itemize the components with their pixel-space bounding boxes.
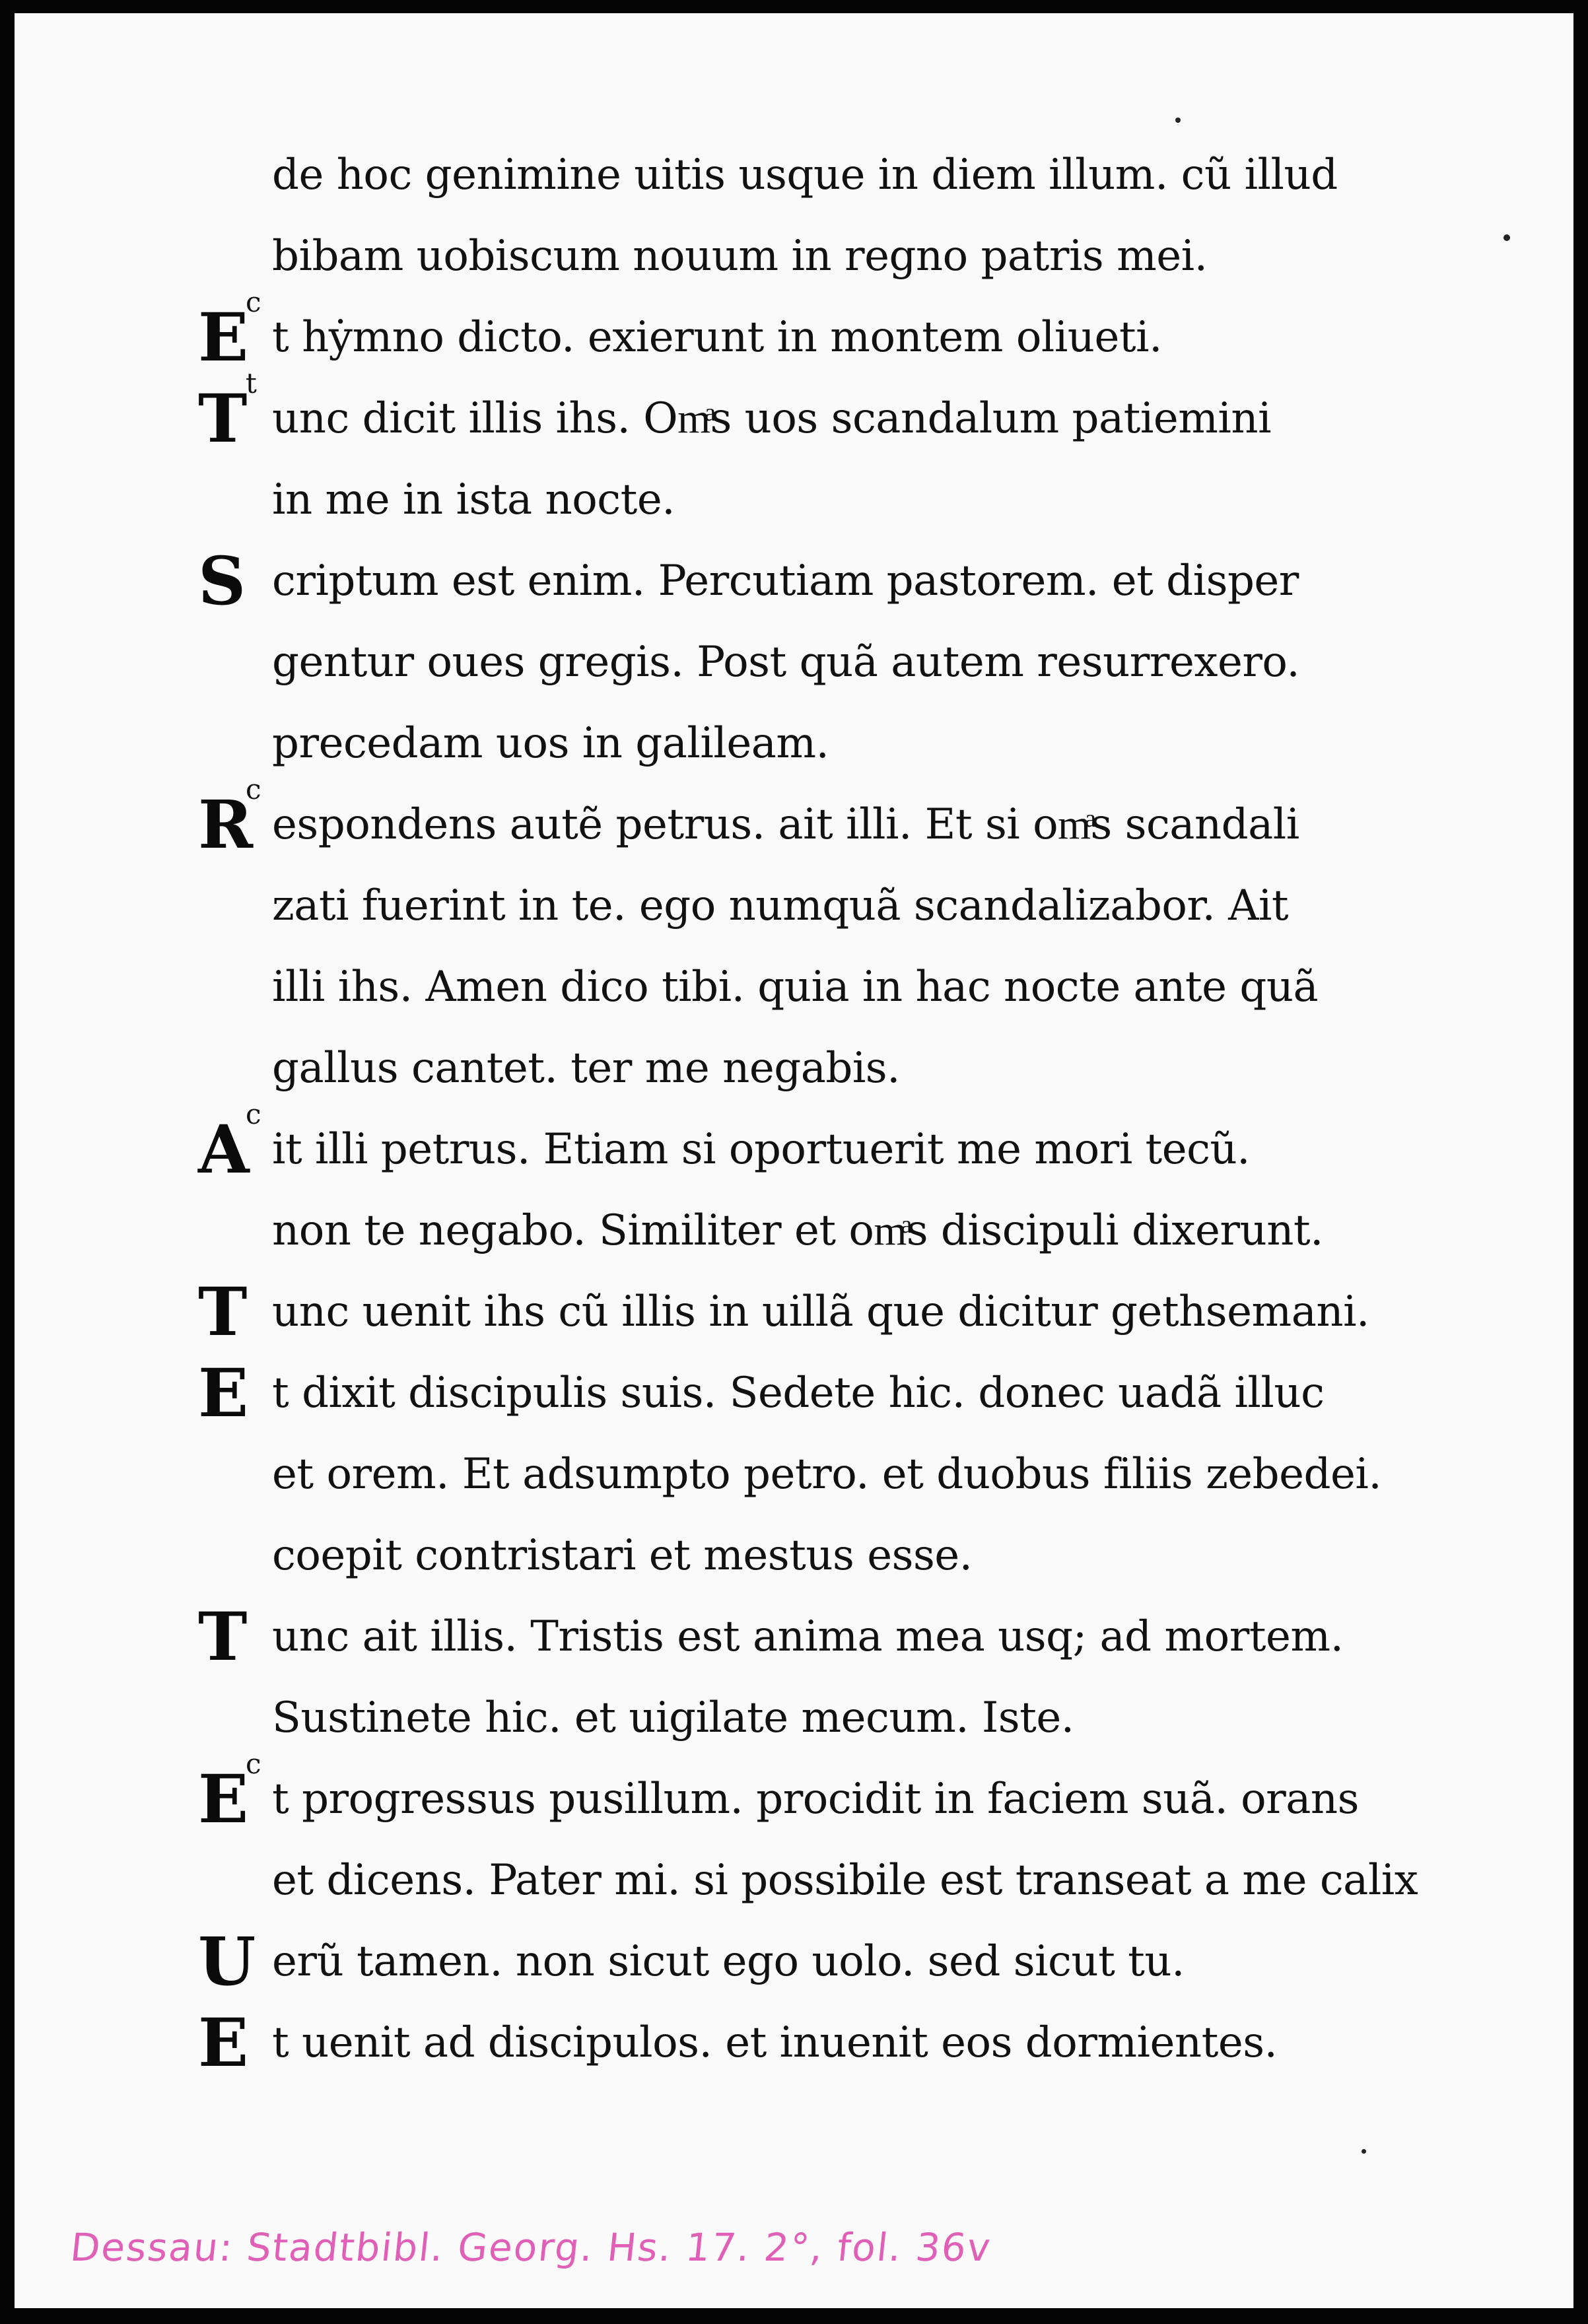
initial-letter: S xyxy=(198,542,246,620)
manuscript-line xyxy=(198,541,1299,621)
line-text: coepit contristari et mestus esse. xyxy=(272,1531,973,1580)
line-text: t progressus pusillum. procidit in faciem suã. orans xyxy=(272,1775,1359,1824)
line-text: in me in ista nocte. xyxy=(272,475,675,524)
line-text: et orem. Et adsumpto petro. et duobus filiis zebedei. xyxy=(272,1450,1382,1499)
manuscript-line xyxy=(272,704,829,783)
manuscript-line xyxy=(272,135,1338,215)
initial-letter: T xyxy=(198,1273,247,1351)
manuscript-line xyxy=(272,1029,900,1108)
manuscript-line xyxy=(198,1098,1250,1189)
line-text: unc dicit illis ihs. Omͣs uos scandalum patiemini xyxy=(272,394,1272,443)
superscript-correction: c xyxy=(246,1098,261,1130)
superscript-correction: t xyxy=(246,367,257,399)
manuscript-line xyxy=(272,1191,1323,1270)
line-text: Sustinete hic. et uigilate mecum. Iste. xyxy=(272,1693,1074,1742)
initial-letter: T xyxy=(198,380,247,458)
line-text: de hoc genimine uitis usque in diem illum. cũ illud xyxy=(272,151,1338,199)
line-text: zati fuerint in te. ego numquã scandalizabor. Ait xyxy=(272,881,1289,930)
manuscript-line xyxy=(272,947,1318,1027)
line-text: it illi petrus. Etiam si oportuerit me mori tecũ. xyxy=(272,1125,1250,1174)
line-text: illi ihs. Amen dico tibi. quia in hac nocte ante quã xyxy=(272,963,1319,1011)
initial-letter: T xyxy=(198,1598,247,1676)
manuscript-line xyxy=(198,367,1272,458)
manuscript-page xyxy=(15,13,1573,2308)
superscript-correction: c xyxy=(246,1748,261,1780)
line-text: t uenit ad discipulos. et inuenit eos dormientes. xyxy=(272,2018,1278,2067)
line-text: t hẏmno dicto. exierunt in montem oliueti. xyxy=(272,313,1162,362)
line-text: t dixit discipulis suis. Sedete hic. donec uadã illuc xyxy=(272,1369,1325,1418)
manuscript-line xyxy=(272,1516,973,1595)
line-text: non te negabo. Similiter et omͣs discipuli dixerunt. xyxy=(272,1206,1323,1255)
line-text: precedam uos in galileam. xyxy=(272,719,829,768)
manuscript-line xyxy=(272,1435,1381,1514)
manuscript-line xyxy=(272,217,1207,296)
initial-letter: U xyxy=(198,1923,256,2000)
superscript-correction: c xyxy=(246,286,261,318)
manuscript-line xyxy=(198,1597,1344,1676)
manuscript-line xyxy=(198,286,1162,377)
initial-letter: E xyxy=(198,2004,248,2082)
initial-letter: R xyxy=(198,786,253,864)
manuscript-line xyxy=(198,773,1299,864)
initial-letter: E xyxy=(198,1354,248,1432)
initial-letter: A xyxy=(198,1111,250,1188)
line-text: espondens autẽ petrus. ait illi. Et si omͣs scandali xyxy=(272,800,1299,849)
manuscript-line xyxy=(198,1922,1185,2001)
line-text: et dicens. Pater mi. si possibile est transeat a me calix xyxy=(272,1856,1418,1905)
manuscript-text xyxy=(15,13,1573,2308)
line-text: unc ait illis. Tristis est anima mea usq; ad mortem. xyxy=(272,1612,1344,1661)
line-text: gentur oues gregis. Post quã autem resurrexero. xyxy=(272,638,1300,687)
line-text: erũ tamen. non sicut ego uolo. sed sicut tu. xyxy=(272,1937,1185,1986)
initial-letter: E xyxy=(198,1760,248,1838)
manuscript-line xyxy=(272,866,1288,945)
manuscript-line xyxy=(272,1678,1074,1758)
line-text: criptum est enim. Percutiam pastorem. et disper xyxy=(272,557,1299,605)
initial-letter: E xyxy=(198,298,248,376)
line-text: gallus cantet. ter me negabis. xyxy=(272,1044,900,1093)
manuscript-line xyxy=(198,1748,1359,1839)
manuscript-line xyxy=(272,623,1299,702)
manuscript-line xyxy=(272,1841,1418,1920)
line-text: unc uenit ihs cũ illis in uillã que dicitur gethsemani. xyxy=(272,1287,1369,1336)
shelfmark-caption: Dessau: Stadtbibl. Georg. Hs. 17. 2°, fol. 36v xyxy=(68,2225,994,2270)
manuscript-line xyxy=(198,1353,1325,1433)
line-text: bibam uobiscum nouum in regno patris mei. xyxy=(272,232,1208,281)
manuscript-line xyxy=(198,1272,1369,1351)
manuscript-line xyxy=(198,2003,1278,2082)
manuscript-line xyxy=(272,460,675,539)
superscript-correction: c xyxy=(246,773,261,805)
